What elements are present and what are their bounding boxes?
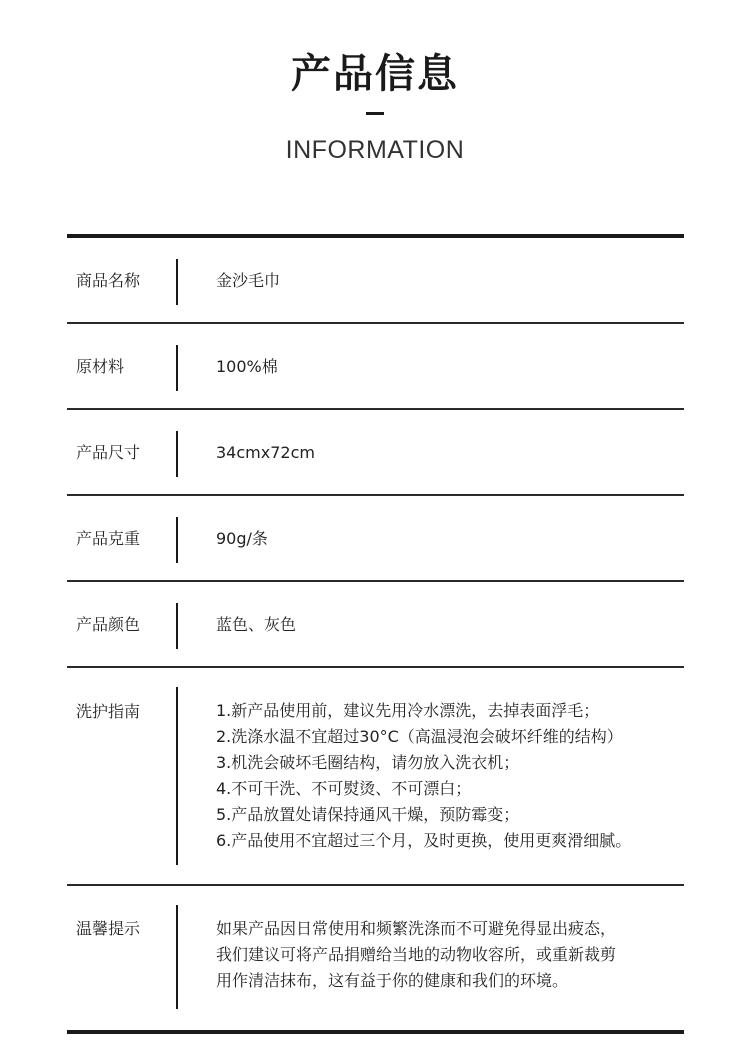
row-care-guide [67,668,684,886]
page-title: 产品信息 [291,51,459,97]
care-line: 4.不可干洗、不可熨烫、不可漂白； [216,779,472,798]
product-name-value: 金沙毛巾 [216,271,281,290]
friendly-tip-label: 温馨提示 [76,919,141,938]
care-guide-value [216,698,676,854]
column-divider [176,905,178,1009]
row-color [67,582,684,668]
care-line: 6.产品使用不宜超过三个月，及时更换，使用更爽滑细腻。 [216,831,632,850]
column-divider [176,603,178,649]
column-divider [176,687,178,865]
care-guide-label: 洗护指南 [76,702,141,721]
product-info-table [67,234,684,1034]
material-label: 原材料 [76,357,125,376]
row-friendly-tip [67,886,684,1030]
care-line: 2.洗涤水温不宜超过30°C（高温浸泡会破坏纤维的结构） [216,727,623,746]
column-divider [176,345,178,391]
care-line: 5.产品放置处请保持通风干燥，预防霉变； [216,805,520,824]
page-subtitle: INFORMATION [285,136,465,164]
row-size [67,410,684,496]
color-label: 产品颜色 [76,615,141,634]
row-material [67,324,684,410]
tip-line: 如果产品因日常使用和频繁洗涤而不可避免得显出疲态， [216,919,617,938]
column-divider [176,259,178,305]
color-value: 蓝色、灰色 [216,615,297,634]
product-name-label: 商品名称 [76,271,141,290]
friendly-tip-value [216,916,676,994]
tip-line: 用作清洁抹布，这有益于你的健康和我们的环境。 [216,971,569,990]
title-divider [366,112,384,115]
material-value: 100%棉 [216,357,278,376]
care-line: 3.机洗会破坏毛圈结构，请勿放入洗衣机； [216,753,520,772]
weight-value: 90g/条 [216,529,268,548]
column-divider [176,517,178,563]
row-product-name [67,238,684,324]
size-value: 34cmx72cm [216,443,315,462]
row-weight [67,496,684,582]
size-label: 产品尺寸 [76,443,141,462]
weight-label: 产品克重 [76,529,141,548]
column-divider [176,431,178,477]
care-line: 1.新产品使用前，建议先用冷水漂洗，去掉表面浮毛； [216,701,600,720]
tip-line: 我们建议可将产品捐赠给当地的动物收容所，或重新裁剪 [216,945,617,964]
